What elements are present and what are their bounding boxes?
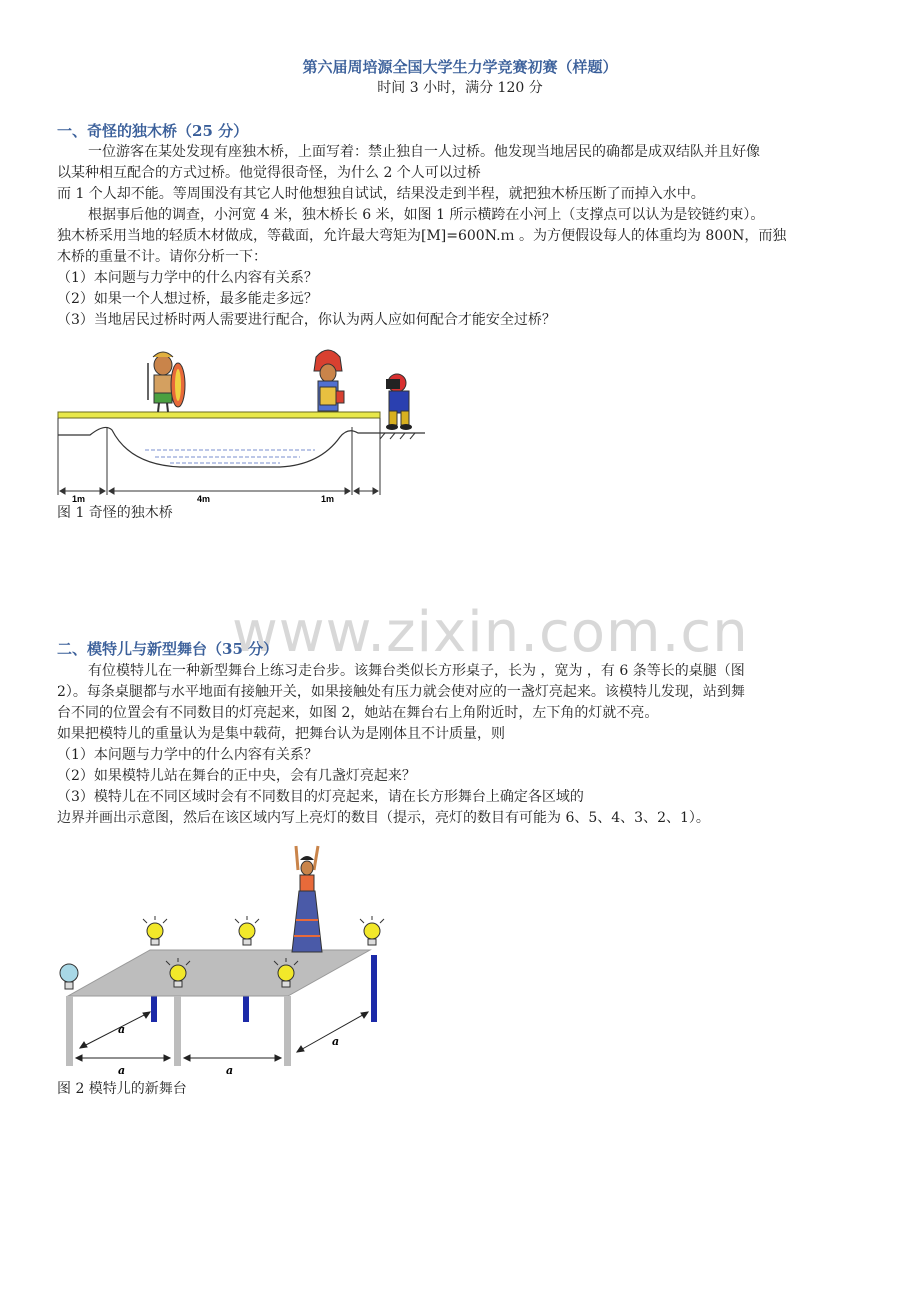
stage-leg-front-left (66, 996, 73, 1066)
q2-line-2: 2）。每条桌腿都与水平地面有接触开关，如果接触处有压力就会使对应的一盏灯亮起来。该模特儿发现，站到舞 (57, 684, 745, 700)
q1-item-2: （2）如果一个人想过桥，最多能走多远？ (57, 291, 318, 307)
riverbed (58, 427, 425, 467)
figure-2-stage (50, 840, 410, 1080)
q1-line-2: 以某种相互配合的方式过桥。他觉得很奇怪，为什么 2 个人可以过桥 (57, 165, 481, 181)
bulb-on-icon (235, 916, 259, 945)
stage-tabletop (68, 950, 370, 996)
q2-item-2: （2）如果模特儿站在舞台的正中央，会有几盏灯亮起来？ (57, 768, 416, 784)
log-bridge-beam (58, 412, 380, 418)
dim-left-label: 1m (72, 494, 86, 504)
stage-leg-front-right (284, 996, 291, 1066)
dim-mid-label: 4m (197, 494, 211, 504)
q2-line-8: 边界并画出示意图，然后在该区域内写上亮灯的数目（提示，亮灯的数目有可能为 6、5、4、3、2、1）。 (57, 810, 710, 826)
watermark-text: www.zixin.com.cn (232, 600, 749, 665)
q1-heading: 一、奇怪的独木桥（25 分） (57, 122, 249, 140)
q2-line-3: 台不同的位置会有不同数目的灯亮起来，如图 2，她站在舞台右上角附近时，左下角的灯就不亮。 (57, 705, 659, 721)
local-resident-left-figure (148, 352, 185, 412)
bulb-off-icon (60, 964, 78, 989)
q1-item-3: （3）当地居民过桥时两人需要进行配合，你认为两人应如何配合才能安全过桥？ (57, 312, 556, 328)
ground-hatch (380, 433, 415, 439)
stage-leg-front-mid (174, 996, 181, 1066)
q1-item-1: （1）本问题与力学中的什么内容有关系？ (57, 270, 318, 286)
q1-line-3: 而 1 个人却不能。等周围没有其它人时他想独自试试，结果没走到半程，就把独木桥压断了而掉入水中。 (57, 186, 705, 202)
dim-right-label: 1m (321, 494, 335, 504)
dim-a-label-3: a (118, 1023, 126, 1036)
dim-a-label-4: a (332, 1035, 340, 1048)
document-subtitle: 时间 3 小时，满分 120 分 (377, 80, 543, 96)
figure-1-caption: 图 1 奇怪的独木桥 (57, 505, 173, 521)
local-resident-right-figure (314, 350, 344, 411)
q1-line-5: 独木桥采用当地的轻质木材做成，等截面，允许最大弯矩为[M]=600N.ｍ 。为方便假设每人的体重均为 800N，而独 (57, 228, 787, 244)
bulb-on-icon (143, 916, 167, 945)
q2-item-1: （1）本问题与力学中的什么内容有关系？ (57, 747, 318, 763)
q1-line-6: 木桥的重量不计。请你分析一下： (57, 249, 267, 265)
q1-line-4: 根据事后他的调查，小河宽 4 米，独木桥长 6 米，如图 1 所示横跨在小河上（支撑点可以认为是铰链约束）。 (88, 207, 765, 223)
bulb-on-icon (360, 916, 384, 945)
q2-heading: 二、模特儿与新型舞台（35 分） (57, 640, 279, 658)
stage-leg-back-right (371, 955, 377, 1022)
dim-a-label-1: a (118, 1064, 126, 1077)
tourist-photographer-figure (386, 374, 412, 430)
q2-line-4: 如果把模特儿的重量认为是集中载荷，把舞台认为是刚体且不计质量，则 (57, 726, 505, 742)
figure-2-caption: 图 2 模特儿的新舞台 (57, 1081, 187, 1097)
dim-a-label-2: a (226, 1064, 234, 1077)
q2-line-1: 有位模特儿在一种新型舞台上练习走台步。该舞台类似长方形桌子，长为 ，宽为 ，有 6 条等长的桌腿（图 (88, 663, 745, 679)
figure-1-bridge (50, 345, 440, 505)
document-title: 第六届周培源全国大学生力学竞赛初赛（样题） (302, 58, 618, 76)
model-figure (292, 846, 322, 952)
q1-line-1: 一位游客在某处发现有座独木桥，上面写着：禁止独自一人过桥。他发现当地居民的确都是成双结队并且好像 (88, 144, 760, 160)
q2-item-3: （3）模特儿在不同区域时会有不同数目的灯亮起来，请在长方形舞台上确定各区域的 (57, 789, 584, 805)
